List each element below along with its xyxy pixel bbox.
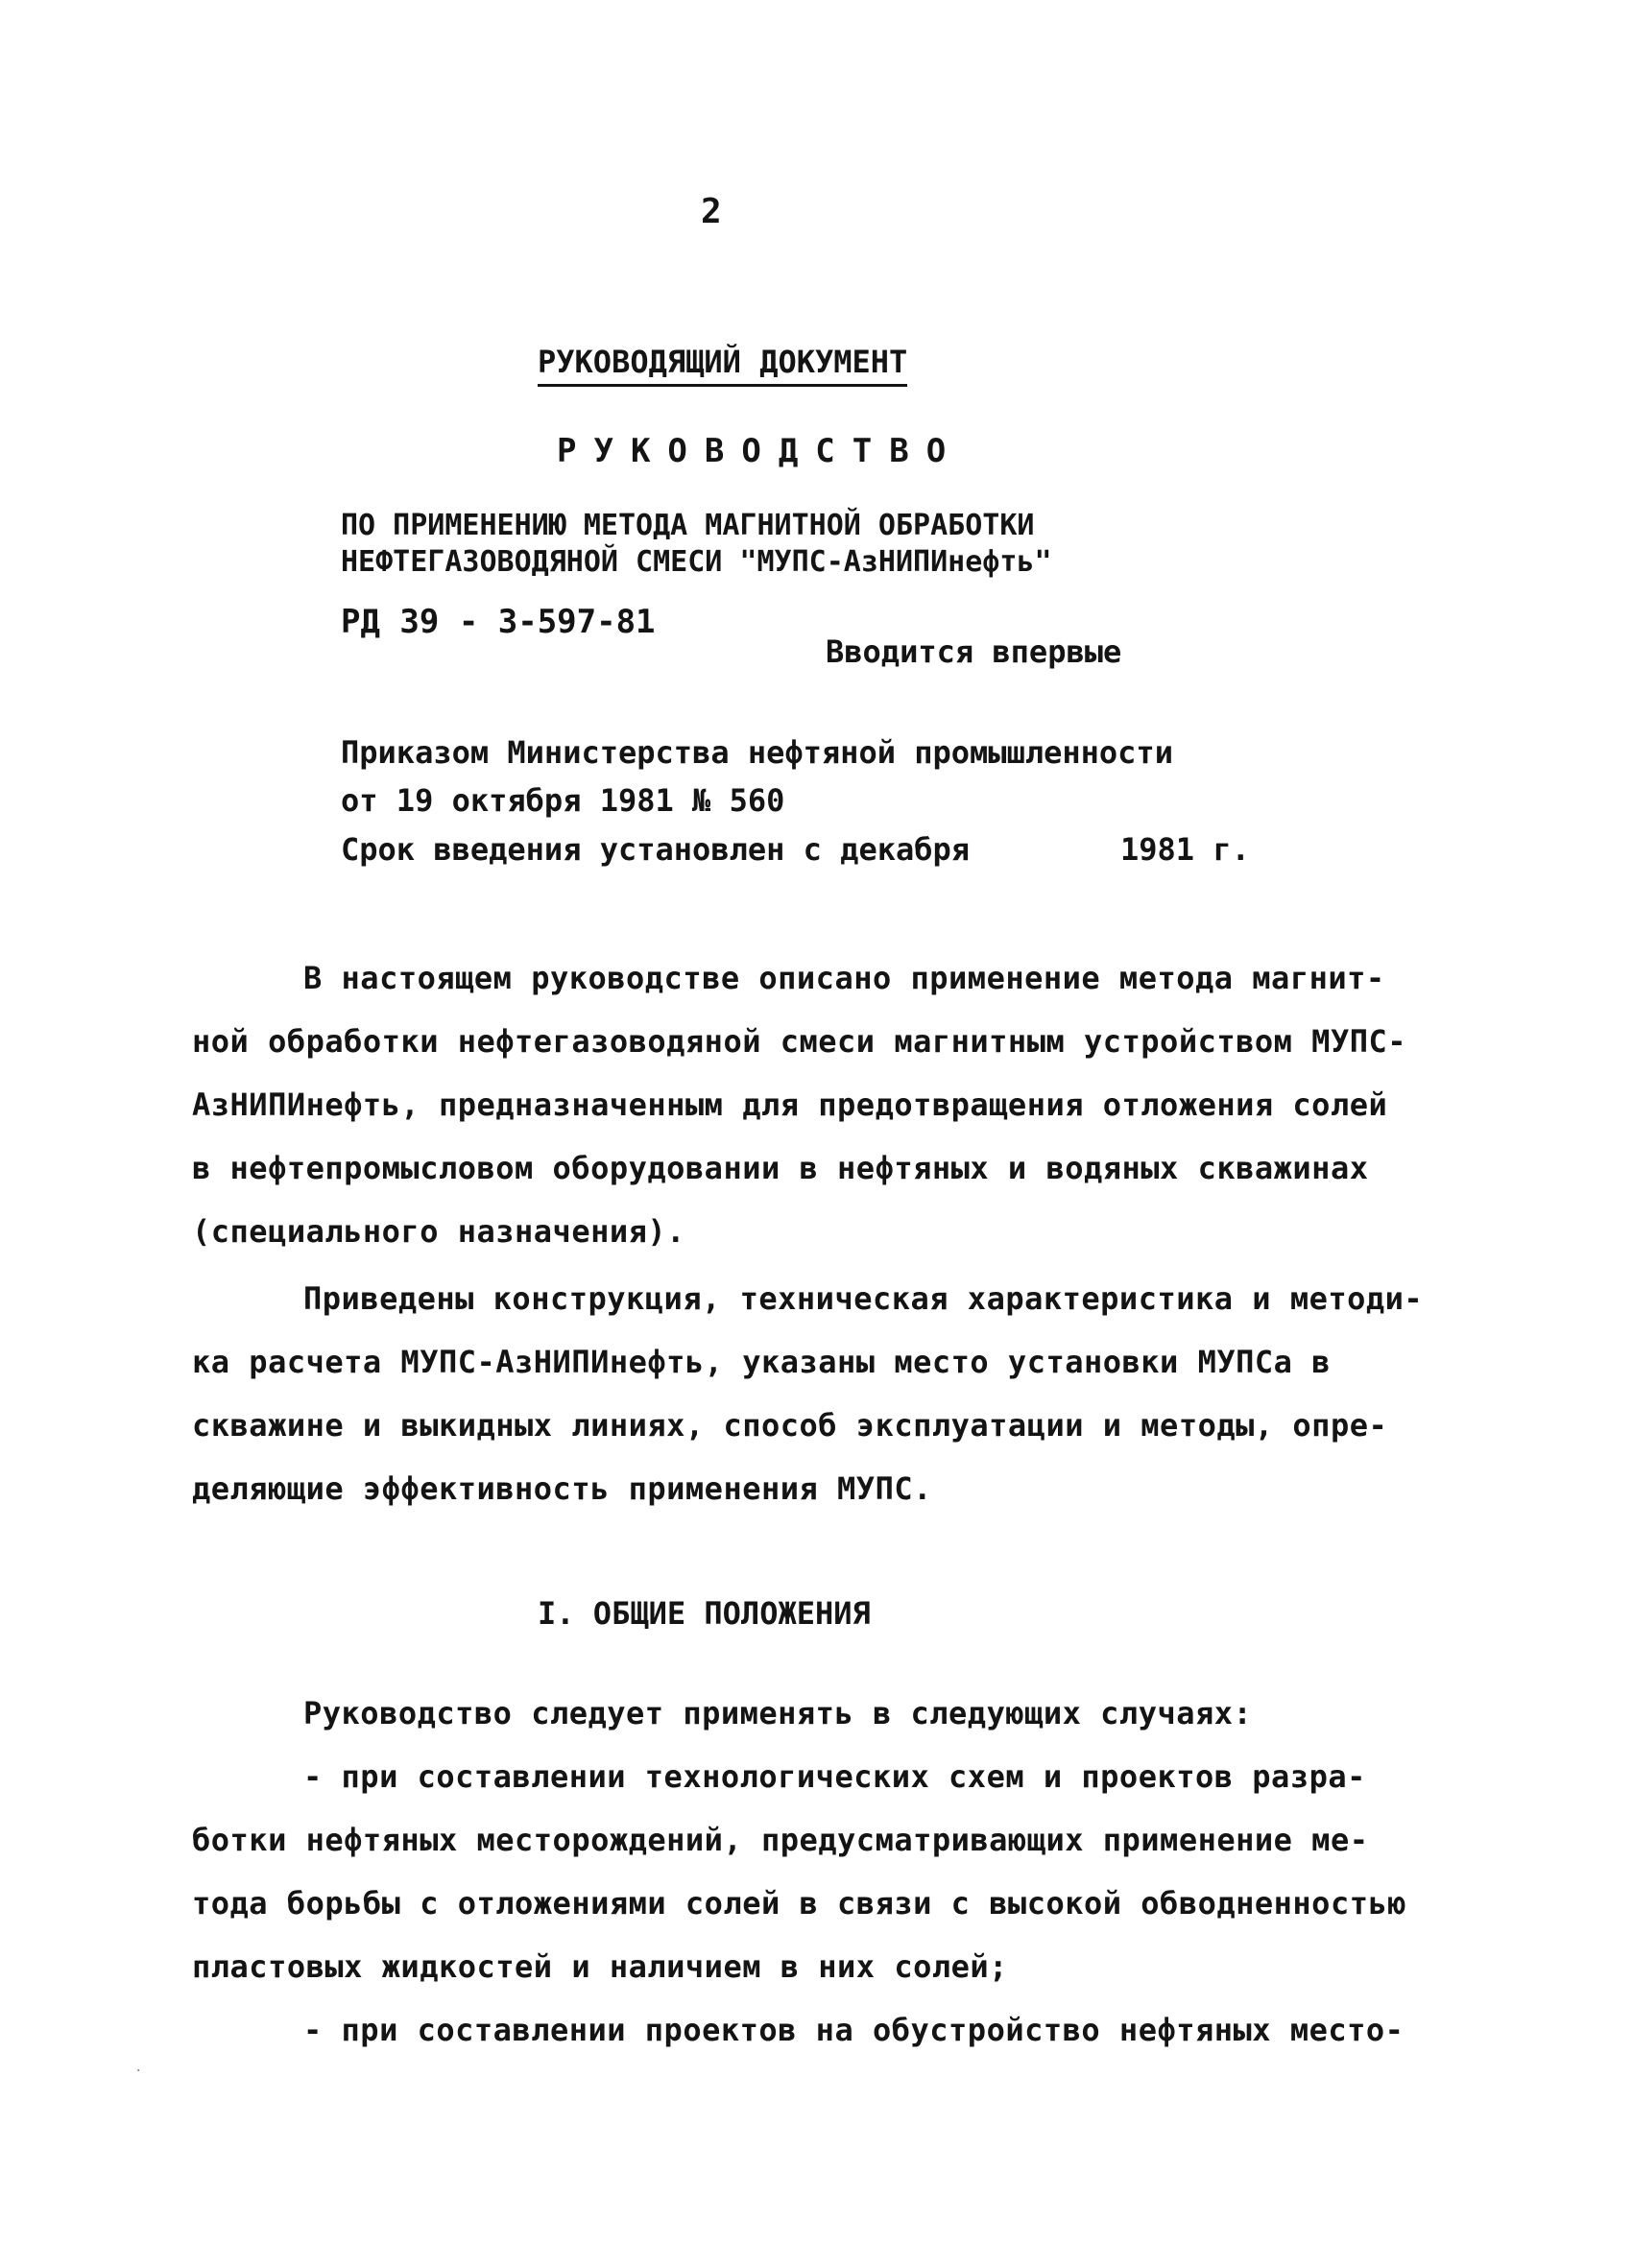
- section-line-5: пластовых жидкостей и наличием в них солей;: [192, 1948, 1008, 1985]
- order-effective-text: Срок введения установлен с декабря: [341, 831, 971, 868]
- section-line-4: тода борьбы с отложениями солей в связи с высокой обводненностью: [192, 1885, 1406, 1922]
- order-effective-year: 1981 г.: [1120, 831, 1250, 868]
- document-type-heading: РУКОВОДЯЩИЙ ДОКУМЕНТ: [538, 344, 907, 387]
- document-code: РД 39 - 3-597-81: [341, 603, 656, 641]
- section-line-3: ботки нефтяных месторождений, предусматривающих применение ме-: [192, 1822, 1369, 1858]
- paragraph-1-line-2: ной обработки нефтегазоводяной смеси магнитным устройством МУПС-: [192, 1023, 1406, 1060]
- page-number: 2: [701, 192, 722, 231]
- paragraph-1-line-5: (специального назначения).: [192, 1213, 685, 1250]
- order-line-3: [341, 831, 1301, 868]
- section-line-2: - при составлении технологических схем и проектов разра-: [303, 1758, 1366, 1795]
- section-heading: I. ОБЩИЕ ПОЛОЖЕНИЯ: [538, 1595, 871, 1632]
- scan-speck: ·: [134, 2064, 143, 2079]
- paragraph-1-line-4: в нефтепромысловом оборудовании в нефтяных и водяных скважинах: [192, 1150, 1369, 1186]
- paragraph-2-line-4: деляющие эффективность применения МУПС.: [192, 1470, 932, 1507]
- paragraph-1-line-3: АзНИПИнефть, предназначенным для предотвращения отложения солей: [192, 1086, 1388, 1123]
- introduced-note: Вводится впервые: [826, 633, 1122, 670]
- document-title: РУКОВОДСТВО: [557, 432, 964, 470]
- paragraph-2-line-1: Приведены конструкция, техническая характеристика и методи-: [303, 1280, 1424, 1317]
- paragraph-1-line-1: В настоящем руководстве описано применение метода магнит-: [303, 960, 1385, 996]
- order-line-2: от 19 октября 1981 № 560: [341, 782, 785, 819]
- paragraph-2-line-2: ка расчета МУПС-АзНИПИнефть, указаны место установки МУПСа в: [192, 1344, 1331, 1380]
- subtitle-line-2: НЕФТЕГАЗОВОДЯНОЙ СМЕСИ "МУПС-АзНИПИнефть": [341, 545, 1052, 579]
- section-line-6: - при составлении проектов на обустройство нефтяных место-: [303, 2012, 1405, 2048]
- paragraph-2-line-3: скважине и выкидных линиях, способ эксплуатации и методы, опре-: [192, 1407, 1388, 1444]
- section-line-1: Руководство следует применять в следующих случаях:: [303, 1695, 1253, 1731]
- subtitle-line-1: ПО ПРИМЕНЕНИЮ МЕТОДА МАГНИТНОЙ ОБРАБОТКИ: [341, 509, 1035, 542]
- order-line-1: Приказом Министерства нефтяной промышленности: [341, 734, 1173, 771]
